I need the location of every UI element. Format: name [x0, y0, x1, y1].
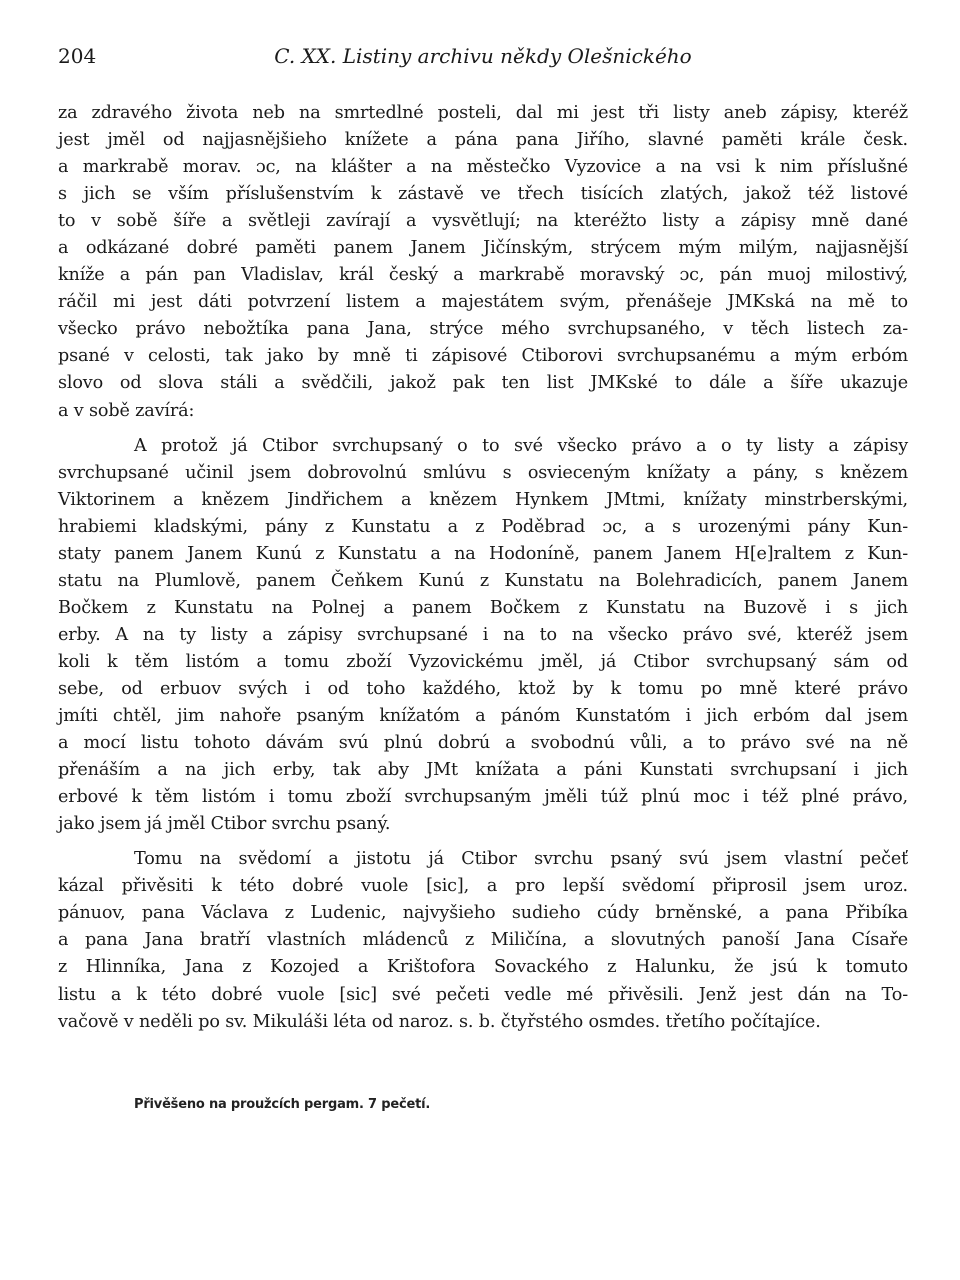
text-line: hrabiemi kladskými, pány z Kunstatu a z Poděbrad ɔc, a s urozenými pány Kun- [58, 516, 908, 537]
paragraph-gap [58, 425, 908, 433]
text-line: a markrabě morav. ɔc, na klášter a na městečko Vyzovice a na vsi k nim příslušné [58, 157, 908, 178]
text-line: slovo od slova stáli a svědčili, jakož pak ten list JMKské to dále a šíře ukazuje [58, 373, 908, 394]
running-title: C. XX. Listiny archivu někdy Olešnického [274, 44, 692, 68]
text-line: Tomu na svědomí a jistotu já Ctibor svrchu psaný svú jsem vlastní pečeť [134, 849, 908, 870]
text-line: kníže a pán pan Vladislav, král český a markrabě moravský ɔc, pán muoj milostivý, [58, 265, 908, 286]
text-line: vačově v neděli po sv. Mikuláši léta od naroz. s. b. čtyřstého osmdes. třetího počítajíce. [58, 1011, 821, 1032]
running-head [58, 44, 908, 78]
text-line: a v sobě zavírá: [58, 400, 195, 421]
text-line: ráčil mi jest dáti potvrzení listem a majestátem svým, přenášeje JMKská na mě to [58, 292, 908, 313]
text-line: jmíti chtěl, jim nahoře psaným knížatóm a pánóm Kunstatóm i jich erbóm dal jsem [58, 706, 908, 727]
text-line: statu na Plumlově, panem Čeňkem Kunú z Kunstatu na Bolehradicích, panem Janem [58, 570, 908, 591]
paragraph [58, 100, 908, 425]
text-line: jako jsem já jměl Ctibor svrchu psaný. [58, 814, 391, 835]
footnote: Přivěšeno na proužcích pergam. 7 pečetí. [134, 1097, 431, 1112]
text-line: koli k těm listóm a tomu zboží Vyzovickému jměl, já Ctibor svrchupsaný sám od [58, 651, 908, 672]
text-line: svrchupsané učinil jsem dobrovolnú smlúvu s osvieceným knížaty a pány, s knězem [58, 462, 908, 483]
text-line: kázal přivěsiti k této dobré vuole [sic], a pro lepší svědomí připrosil jsem uroz. [58, 876, 908, 897]
text-line: Bočkem z Kunstatu na Polnej a panem Bočkem z Kunstatu na Buzově i s jich [58, 597, 908, 618]
text-line: erbové k těm listóm i tomu zboží svrchupsaným jměli túž plnú moc i též plné právo, [58, 787, 908, 808]
text-line: psané v celosti, tak jako by mně ti zápisové Ctiborovi svrchupsanému a mým erbóm [58, 346, 908, 367]
text-line: všecko právo nebožtíka pana Jana, strýce mého svrchupsaného, v těch listech za- [58, 319, 908, 340]
paragraph [58, 433, 908, 839]
text-line: a pana Jana bratří vlastních mládenců z Miličína, a slovutných panoší Jana Císaře [58, 930, 908, 951]
page-number: 204 [58, 44, 97, 68]
text-line: staty panem Janem Kunú z Kunstatu a na Hodoníně, panem Janem H[e]raltem z Kun- [58, 543, 908, 564]
text-line: a mocí listu tohoto dávám svú plnú dobrú a svobodnú vůli, a to právo své na ně [58, 733, 908, 754]
text-line: s jich se vším příslušenstvím k zástavě ve třech tisících zlatých, jakož též listové [58, 184, 908, 205]
text-line: listu a k této dobré vuole [sic] své pečeti vedle mé přivěsili. Jenž jest dán na To- [58, 984, 908, 1005]
text-line: za zdravého života neb na smrtedlné posteli, dal mi jest tři listy aneb zápisy, kteréž [58, 103, 908, 123]
text-line: to v sobě šíře a světleji zavírají a vysvětlují; na kteréžto listy a zápisy mně dané [58, 211, 908, 232]
text-line: pánuov, pana Václava z Ludenic, najvyšieho sudieho cúdy brněnské, a pana Přibíka [58, 903, 908, 924]
text-line: sebe, od erbuov svých i od toho každého, ktož by k tomu po mně které právo [58, 678, 908, 699]
body-text [58, 100, 908, 1036]
text-line: erby. A na ty listy a zápisy svrchupsané i na to na všecko právo své, kteréž jsem [58, 624, 908, 645]
text-line: a odkázané dobré paměti panem Janem Jičínským, strýcem mým milým, najjasnější [58, 238, 908, 259]
text-line: jest jměl od najjasnějšieho knížete a pána pana Jiřího, slavné paměti krále česk. [58, 130, 908, 151]
paragraph-gap [58, 838, 908, 846]
paragraph [58, 846, 908, 1035]
text-line: přenáším a na jich erby, tak aby JMt knížata a páni Kunstati svrchupsaní i jich [58, 760, 908, 781]
text-line: z Hlinníka, Jana z Kozojed a Krištofora Sovackého z Halunku, že jsú k tomuto [58, 957, 908, 978]
text-line: A protož já Ctibor svrchupsaný o to své všecko právo a o ty listy a zápisy [134, 435, 908, 456]
text-line: Viktorinem a knězem Jindřichem a knězem Hynkem JMtmi, knížaty minstrberskými, [58, 489, 908, 510]
